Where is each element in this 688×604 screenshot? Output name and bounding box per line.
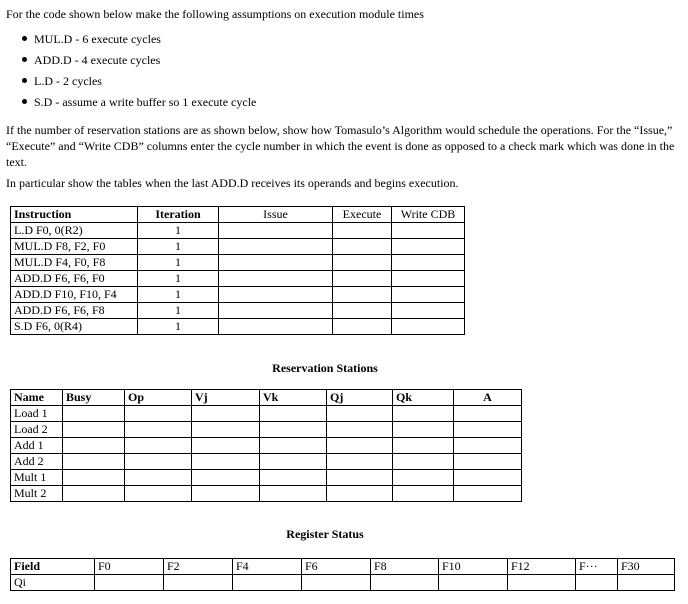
instruction-cell: MUL.D F4, F0, F8	[11, 255, 138, 271]
reservation-stations-title: Reservation Stations	[272, 361, 378, 375]
header-instruction: Instruction	[11, 207, 138, 223]
table-row	[11, 575, 675, 591]
instruction-cell: ADD.D F6, F6, F8	[11, 303, 138, 319]
header-iteration: Iteration	[138, 207, 219, 223]
register-status-title: Register Status	[286, 527, 364, 541]
write-cdb-cell[interactable]	[392, 287, 465, 303]
list-item: ADD.D - 4 execute cycles	[22, 52, 256, 73]
iteration-cell: 1	[138, 303, 219, 319]
table-row	[11, 438, 522, 454]
table-row	[11, 239, 465, 255]
iteration-cell: 1	[138, 287, 219, 303]
header-a: A	[454, 390, 522, 406]
issue-cell[interactable]	[219, 271, 333, 287]
issue-cell[interactable]	[219, 255, 333, 271]
iteration-cell: 1	[138, 255, 219, 271]
execute-cell[interactable]	[333, 287, 392, 303]
header-qk: Qk	[393, 390, 454, 406]
instruction-cell: ADD.D F6, F6, F0	[11, 271, 138, 287]
station-name-cell: Add 1	[11, 438, 63, 454]
execute-cell[interactable]	[333, 319, 392, 335]
header-busy: Busy	[63, 390, 125, 406]
write-cdb-cell[interactable]	[392, 271, 465, 287]
header-vk: Vk	[260, 390, 327, 406]
execute-cell[interactable]	[333, 223, 392, 239]
write-cdb-cell[interactable]	[392, 223, 465, 239]
assumption-list	[22, 31, 256, 115]
header-f2: F2	[164, 559, 233, 575]
instruction-cell: MUL.D F8, F2, F0	[11, 239, 138, 255]
iteration-cell: 1	[138, 223, 219, 239]
instruction-cell: ADD.D F10, F10, F4	[11, 287, 138, 303]
header-vj: Vj	[192, 390, 260, 406]
issue-cell[interactable]	[219, 239, 333, 255]
focus-paragraph: In particular show the tables when the last ADD.D receives its operands and begins execution.	[6, 176, 459, 190]
issue-cell[interactable]	[219, 223, 333, 239]
header-f0: F0	[95, 559, 164, 575]
header-name: Name	[11, 390, 63, 406]
bullet-icon	[22, 57, 27, 62]
bullet-icon	[22, 99, 27, 104]
list-item: L.D - 2 cycles	[22, 73, 256, 94]
instruction-table	[10, 206, 465, 335]
write-cdb-cell[interactable]	[392, 239, 465, 255]
header-f10: F10	[439, 559, 508, 575]
write-cdb-cell[interactable]	[392, 303, 465, 319]
bullet-icon	[22, 36, 27, 41]
write-cdb-cell[interactable]	[392, 255, 465, 271]
iteration-cell: 1	[138, 271, 219, 287]
table-header-row	[11, 390, 522, 406]
header-execute: Execute	[333, 207, 392, 223]
header-op: Op	[125, 390, 192, 406]
issue-cell[interactable]	[219, 287, 333, 303]
table-row	[11, 470, 522, 486]
instructions-paragraph: If the number of reservation stations are as shown below, show how Tomasulo’s Algorithm would schedule the operations. For the “Issue,” “Execute” and “Write CDB” columns enter the cycle number in which the event is done as opposed to a check mark which was done in the text.	[6, 123, 675, 169]
station-name-cell: Load 1	[11, 406, 63, 422]
bullet-icon	[22, 78, 27, 83]
execute-cell[interactable]	[333, 271, 392, 287]
iteration-cell: 1	[138, 239, 219, 255]
header-f12: F12	[508, 559, 576, 575]
header-f4: F4	[233, 559, 302, 575]
instruction-cell: S.D F6, 0(R4)	[11, 319, 138, 335]
header-f6: F6	[302, 559, 371, 575]
header-f-ellipsis: F···	[576, 559, 618, 575]
station-name-cell: Load 2	[11, 422, 63, 438]
table-header-row	[11, 207, 465, 223]
station-name-cell: Add 2	[11, 454, 63, 470]
list-item: MUL.D - 6 execute cycles	[22, 31, 256, 52]
table-header-row	[11, 559, 675, 575]
header-write-cdb: Write CDB	[392, 207, 465, 223]
execute-cell[interactable]	[333, 303, 392, 319]
issue-cell[interactable]	[219, 303, 333, 319]
reservation-stations-table	[10, 389, 522, 502]
header-f30: F30	[618, 559, 675, 575]
qi-label-cell: Qi	[11, 575, 95, 591]
execute-cell[interactable]	[333, 239, 392, 255]
station-name-cell: Mult 1	[11, 470, 63, 486]
table-row	[11, 406, 522, 422]
table-row	[11, 287, 465, 303]
write-cdb-cell[interactable]	[392, 319, 465, 335]
table-row	[11, 255, 465, 271]
table-row	[11, 223, 465, 239]
header-field: Field	[11, 559, 95, 575]
issue-cell[interactable]	[219, 319, 333, 335]
table-row	[11, 454, 522, 470]
execute-cell[interactable]	[333, 255, 392, 271]
header-issue: Issue	[219, 207, 333, 223]
table-row	[11, 319, 465, 335]
list-item: S.D - assume a write buffer so 1 execute cycle	[22, 94, 256, 115]
instruction-cell: L.D F0, 0(R2)	[11, 223, 138, 239]
table-row	[11, 303, 465, 319]
station-name-cell: Mult 2	[11, 486, 63, 502]
intro-text: For the code shown below make the following assumptions on execution module times	[6, 7, 424, 21]
header-f8: F8	[371, 559, 439, 575]
header-qj: Qj	[327, 390, 393, 406]
iteration-cell: 1	[138, 319, 219, 335]
table-row	[11, 271, 465, 287]
table-row	[11, 422, 522, 438]
table-row	[11, 486, 522, 502]
register-status-table	[10, 558, 675, 591]
